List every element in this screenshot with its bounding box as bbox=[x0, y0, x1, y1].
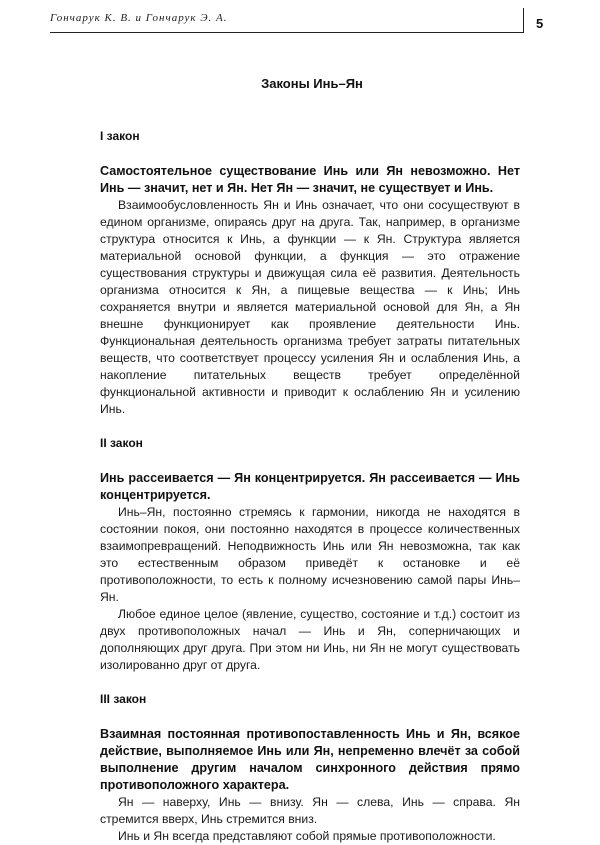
header-authors: Гончарук К. В. и Гончарук Э. А. bbox=[50, 12, 228, 24]
law-2-paragraph: Инь–Ян, постоянно стремясь к гармонии, никогда не находятся в состоянии покоя, они постоянно находятся в процессе количественных взаимопревращений. Неподвижность Инь или Ян невозможна, так как это естественным образом приведёт к остановке и её противоположности, то есть к полному исчезновению самой пары Инь–Ян. bbox=[100, 505, 520, 604]
law-2-statement: Инь рассеивается — Ян концентрируется. Ян рассеивается — Инь концентрируется. bbox=[100, 471, 520, 502]
law-2-heading: II закон bbox=[100, 436, 143, 450]
law-1-paragraph: Взаимообусловленность Ян и Инь означает, что они сосуществуют в едином организме, опираясь друг на друга. Так, например, в организме структура относится к Инь, а функции — к Ян. Структура является материальной основой функции, а функция — это отражение существования структуры и движущая сила её развития. Деятельность организма относится к Ян, а пищевые вещества — к Инь; Инь сохраняется внутри и является материальной основой для Ян, а Ян внешне функционирует как проявление деятельности Инь. Функциональная деятельность организма требует затраты питательных веществ, что соответствует процессу усиления Ян и ослабления Инь, а накопление питательных веществ требует определённой функциональной активности и приводит к ослаблению Ян и усилению Инь. bbox=[100, 198, 520, 416]
page-title: Законы Инь–Ян bbox=[261, 76, 363, 91]
page-body bbox=[100, 72, 520, 845]
law-3-heading: III закон bbox=[100, 692, 147, 706]
law-3-paragraph: Ян — наверху, Инь — внизу. Ян — слева, Инь — справа. Ян стремится вверх, Инь стремится вниз. bbox=[100, 795, 520, 826]
law-2-paragraph: Любое единое целое (явление, существо, состояние и т.д.) состоит из двух противоположных начал — Инь и Ян, соперничающих и дополняющих друг друга. При этом ни Инь, ни Ян не могут существовать изолированно друг от друга. bbox=[100, 607, 520, 672]
law-1-heading: I закон bbox=[100, 129, 140, 143]
page-number: 5 bbox=[536, 16, 544, 31]
running-header bbox=[50, 8, 524, 33]
header-divider bbox=[523, 8, 524, 32]
law-3-statement: Взаимная постоянная противопоставленность Инь и Ян, всякое действие, выполняемое Инь или Ян, непременно влечёт за собой выполнение другим началом синхронного действия прямо противоположного характера. bbox=[100, 727, 520, 792]
law-3-paragraph: Инь и Ян всегда представляют собой прямые противоположности. bbox=[118, 829, 496, 843]
law-1-statement: Самостоятельное существование Инь или Ян невозможно. Нет Инь — значит, нет и Ян. Нет Ян — значит, не существует и Инь. bbox=[100, 164, 520, 195]
